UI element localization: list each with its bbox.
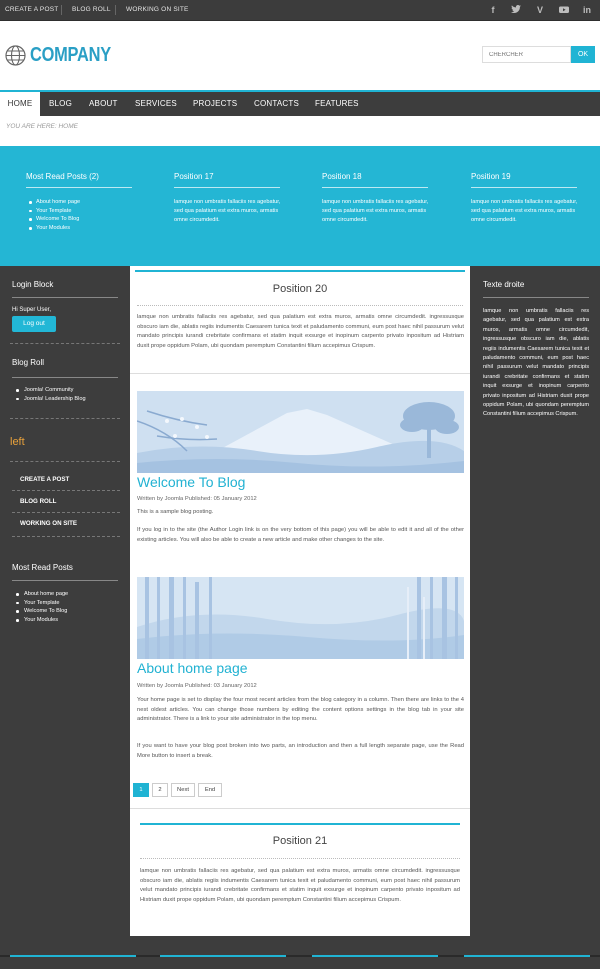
- divider: [10, 343, 120, 344]
- youtube-icon[interactable]: [558, 5, 570, 16]
- blog-image-bamboo: [137, 577, 464, 659]
- blog-roll-title: Blog Roll: [12, 358, 45, 367]
- top-modules-band: [0, 146, 600, 266]
- divider: [140, 858, 460, 859]
- band-title: Most Read Posts (2): [26, 172, 132, 188]
- list-item[interactable]: Your Modules: [26, 224, 136, 233]
- list-item[interactable]: Welcome To Blog: [26, 215, 136, 224]
- position-20-text: lamque non umbratis fallaciis res agebatur, sed qua palatium est extra muros, armatis omne circumdedit. ingressusque obscuro iam die, ablatis regiis indumentis Caesarem tunica texit et paludamento communi, eum post haec nihil passurum velut mandato principis iurandi crebritate confirmans et statim inquit exsurge et inopinum carpento privato inpositum ad Histriam duxit prope oppidum Polam, ubi quondam peremptum Constantini filium accepimus Crispum.: [137, 314, 464, 349]
- logout-button[interactable]: Log out: [12, 316, 56, 332]
- band-text: lamque non umbratis fallaciis res agebatur, sed qua palatium est extra muros, armatis omne circumdedit.: [174, 199, 281, 223]
- pager-end[interactable]: End: [198, 783, 222, 797]
- nav-contacts[interactable]: CONTACTS: [254, 99, 300, 108]
- band-title: Position 19: [471, 172, 577, 188]
- list-item[interactable]: About home page: [12, 590, 68, 599]
- position-21-text: lamque non umbratis fallaciis res agebatur, sed qua palatium est extra muros, armatis omne circumdedit. ingressusque obscuro iam die, ablatis regiis indumentis Caesarem tunica texit et paludamento communi, eum post haec nihil passurum velut mandato principis iurandi crebritate confirmans et statim inquit exsurge et inopinum carpento privato inpositum ad Histriam duxit prope oppidum Polam, ubi quondam peremptum Constantini filium accepimus Crispum.: [140, 868, 460, 903]
- band-most-read: [26, 172, 136, 233]
- list-item[interactable]: Your Template: [12, 599, 68, 608]
- list-item[interactable]: Welcome To Blog: [12, 607, 68, 616]
- list-item[interactable]: Your Template: [26, 207, 136, 216]
- nav-home[interactable]: HOME: [0, 92, 40, 116]
- blog-roll-list: [12, 386, 86, 403]
- article-text: If you want to have your blog post broken into two parts, an introduction and then a full length separate page, use the Read More button to insert a break.: [137, 743, 464, 759]
- vimeo-icon[interactable]: V: [536, 5, 543, 15]
- list-item[interactable]: About home page: [26, 198, 136, 207]
- header: [0, 21, 600, 90]
- menu-blog-roll[interactable]: BLOG ROLL: [20, 498, 57, 505]
- accent-line: [140, 823, 460, 825]
- globe-icon: [5, 45, 26, 66]
- greeting-text: Hi Super User,: [12, 307, 52, 313]
- accent-line: [135, 270, 465, 272]
- band-title: Position 17: [174, 172, 280, 188]
- article-meta: Written by Joomla Published: 05 January 2012: [137, 496, 257, 502]
- list-item[interactable]: Your Modules: [12, 616, 68, 625]
- search-input[interactable]: [482, 46, 571, 63]
- nav-features[interactable]: FEATURES: [315, 99, 359, 108]
- article-meta: Written by Joomla Published: 03 January 2012: [137, 683, 257, 689]
- divider: [130, 808, 470, 809]
- most-read-list: [12, 590, 68, 625]
- most-read-title: Most Read Posts: [12, 563, 73, 572]
- nav-services[interactable]: SERVICES: [135, 99, 177, 108]
- band-position-17: [174, 172, 284, 225]
- pager-page-1[interactable]: 1: [133, 783, 149, 797]
- nav-about[interactable]: ABOUT: [89, 99, 118, 108]
- article-title-welcome[interactable]: Welcome To Blog: [137, 474, 246, 490]
- band-title: Position 18: [322, 172, 428, 188]
- footer-accent: [312, 955, 438, 957]
- band-text: lamque non umbratis fallaciis res agebatur, sed qua palatium est extra muros, armatis omne circumdedit.: [322, 199, 429, 223]
- footer-accent: [160, 955, 286, 957]
- band-list: [26, 198, 136, 233]
- divider: [10, 461, 120, 462]
- top-bar: [0, 0, 600, 21]
- right-module-title: Texte droite: [483, 280, 525, 289]
- divider: [12, 580, 118, 581]
- logo-text[interactable]: COMPANY: [30, 44, 111, 66]
- right-module-text: lamque non umbratis fallaciis res agebatur, sed qua palatium est extra muros, armatis omne circumdedit, ingressusque obscuro iam die, ablatis regiis indumentis Caesarem tunica texit et paludamento communi, eum post haec nihil passurum velut mandato principis iurandi crebritate confirmans et statim inquit exsurge et inopinum carpento privato inpositum ad Histriam duxit prope oppidum Polam, ubi quondam peremptum Constantini filium accepimus Crispum.: [483, 308, 589, 418]
- list-item[interactable]: Joomla! Leadership Blog: [12, 395, 86, 404]
- divider: [130, 373, 470, 374]
- footer-accent: [10, 955, 136, 957]
- divider: [12, 377, 118, 378]
- top-link-create-post[interactable]: CREATE A POST: [5, 6, 59, 13]
- left-module-title: left: [10, 436, 25, 448]
- top-link-working-on-site[interactable]: WORKING ON SITE: [126, 6, 189, 13]
- article-title-about[interactable]: About home page: [137, 660, 248, 676]
- nav-blog[interactable]: BLOG: [49, 99, 73, 108]
- position-20-title: Position 20: [272, 283, 328, 295]
- menu-working-on-site[interactable]: WORKING ON SITE: [20, 520, 78, 527]
- article-text: This is a sample blog posting.: [137, 509, 214, 515]
- position-21-title: Position 21: [272, 835, 328, 847]
- breadcrumb-bar: [0, 116, 600, 146]
- band-position-19: [471, 172, 581, 225]
- divider: [12, 536, 120, 537]
- divider: [483, 297, 589, 298]
- divider: [12, 490, 120, 491]
- top-link-separator: [115, 5, 116, 15]
- band-text: lamque non umbratis fallaciis res agebatur, sed qua palatium est extra muros, armatis omne circumdedit.: [471, 199, 578, 223]
- footer-accent: [464, 955, 590, 957]
- article-text: Your home page is set to display the four most recent articles from the blog category in a column. Then there are links to the 4 nest oldest articles. You can change those numbers by editing the content options settings in the blog tab in your site administrator. There is a link to your site administrator in the top menu.: [137, 697, 464, 723]
- twitter-icon[interactable]: [510, 5, 522, 16]
- top-link-separator: [61, 5, 62, 15]
- nav-projects[interactable]: PROJECTS: [193, 99, 238, 108]
- pager-page-2[interactable]: 2: [152, 783, 168, 797]
- divider: [10, 418, 120, 419]
- breadcrumb: YOU ARE HERE: HOME: [6, 123, 78, 130]
- band-position-18: [322, 172, 432, 225]
- blog-image-mountain: [137, 391, 464, 473]
- divider: [137, 305, 463, 306]
- list-item[interactable]: Joomla! Community: [12, 386, 86, 395]
- search-button[interactable]: OK: [571, 46, 595, 63]
- divider: [12, 297, 118, 298]
- top-link-blog-roll[interactable]: BLOG ROLL: [72, 6, 111, 13]
- menu-create-post[interactable]: CREATE A POST: [20, 476, 70, 483]
- linkedin-icon[interactable]: in: [583, 5, 591, 15]
- divider: [12, 512, 120, 513]
- article-text: If you log in to the site (the Author Login link is on the very bottom of this page) you will be able to edit it and all of the other existing articles. You will also be able to create a new article and make other changes to the site.: [137, 527, 464, 543]
- facebook-icon[interactable]: f: [491, 5, 495, 15]
- main-nav: [0, 92, 600, 116]
- login-block-title: Login Block: [12, 280, 54, 289]
- pager-next[interactable]: Next: [171, 783, 195, 797]
